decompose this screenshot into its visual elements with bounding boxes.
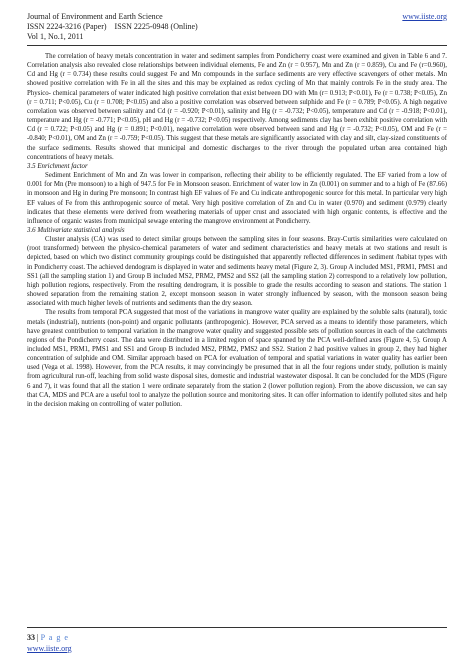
journal-header — [27, 12, 447, 42]
page-number: 33 — [27, 633, 35, 642]
paragraph-pca: The results from temporal PCA suggested that most of the variations in mangrove water quality are explained by the soluble salts (natural), toxic metals (industrial), nutrients (non-point) and organic pollutants (anthropogenic). However, PCA served as a means to identify those parameters, which have greatest contribution to temporal variation in the mangrove water quality and suggested possible sets of pollution sources in each of the catchments regions of the Pondicherry coast. The data were distributed in a limited region of space spanned by the PCA well-defined axes (Figure 4, 5). Group A included MS1, PRM1, PMS1 and SS1 and Group B included MS2, PRM2, PMS2 and SS2. Station 2 had positive values in group 2, they had higher concentration of sulphide and OM. Similar approach based on PCA for evaluation of temporal and spatial variations in water quality has earlier been used (Vega et al. 1998). However, from the PCA results, it may convincingly be presumed that in all the four regions under study, pollution is mainly from agricultural run-off, leaching from solid waste disposal sites, domestic and industrial wastewater disposal. It can be concluded for the MDS (Figure 6 and 7), it was found that all the station 1 were ordinate separately from the station 2 (lower pollution region). From the above discussion, we can say that CA, MDS and PCA are a useful tool to analyze the pollution source and monitoring sites. It can offer information to identify polluted sites and help in the decision making on controlling of water pollution. — [27, 309, 447, 408]
issn-line: ISSN 2224-3216 (Paper) ISSN 2225-0948 (Online) — [27, 22, 198, 31]
article-body — [27, 52, 447, 409]
paragraph-correlation: The correlation of heavy metals concentration in water and sediment samples from Pondicherry coast were examined and given in Table 6 and 7. Correlation analysis also revealed close relationships between individual elements, Fe and Zn (r = 0.957), Mn and Zn (r = 0.859), Cu and Fe (r=0.960), Cd and Hg (r = 0.734) these results could suggest Fe and Mn compounds in the surface sediments are very effective scavengers of other metals. Mn showed positive correlation with Fe in all the sites and this may be explained as redox cycling of Mn that mainly controls Fe in the study area. The Physico- chemical parameters of water indicated high positive correlation that exist between DO with Mn (r= 0.913; P<0.01), Fe (r = 0.738; P<0.05), Zn (r = 0.711; P<0.05), Cu (r = 0.708; P<0.05) and also a positive correlation was observed between sulphide and Fe (r = 0.789; P<0.05). A high negative correlation was observed between salinity and Cd (r = -0.920; P<0.01), salinity and Hg (r = -0.732; P<0.05), temperature and Cd (r = -0.918; P<0.01), temperature and Hg (r = -0.771; P<0.05), pH and Hg (r = -0.732; P<0.05) respectively. Among sediments clay has been exhibit positive correlation with Cd (r = 0.722; P<0.05) and Hg (r = 0.891; P<0.01), negative correlation were observed between sand and Hg (r = -0.732; P<0.05), OM and Fe (r = -0.840; P<0.01), OM and Zn (r = -0.759; P<0.05). This suggest that these metals are significantly associated with clay and silt, clay-sized constituents of the surface sediments. Results showed that municipal and domestic discharges to the river through the populated urban area contained high concentrations of heavy metals. — [27, 53, 447, 161]
footer-website-link[interactable]: www.iiste.org — [27, 644, 72, 653]
page-separator: | — [37, 633, 39, 642]
page-footer — [27, 632, 72, 654]
page-number-line — [27, 632, 72, 643]
header-website-link[interactable]: www.iiste.org — [402, 12, 447, 21]
journal-title: Journal of Environment and Earth Science — [27, 12, 163, 21]
volume-line: Vol 1, No.1, 2011 — [27, 32, 84, 41]
section-heading-multivariate: 3.6 Multivariate statistical analysis — [27, 226, 125, 234]
section-heading-enrichment: 3.5 Enrichment factor — [27, 162, 88, 170]
paragraph-enrichment: Sediment Enrichment of Mn and Zn was lower in comparison, reflecting their ability to be efficiently regulated. The EF varied from a low of 0.001 for Mn (Pre monsoon) to a high of 947.5 for Fe in Monsoon season. Enrichment of water low in Zn (0.001) on summer and to a high of Fe (87.66) in monsoon and Hg in during Pre monsoon; In contrast high EF values of Fe and Cu indicate anthropogenic source for this metal. In particular very high EF values of Fe from this anthropogenic source of metal. Very high positive correlation of Zn and Cu in water (0.970) and sediment (0.979) clearly indicates that these elements were derived from weathering materials of upper crust and associated with high organic contents, is effective and the influence of organic wastes from municipal sewage entering the mangrove environment at Pondicherry. — [27, 172, 447, 225]
page — [27, 12, 447, 409]
page-word: P a g e — [40, 633, 69, 642]
header-divider — [27, 45, 447, 46]
footer-divider — [27, 627, 447, 628]
paragraph-cluster-analysis: Cluster analysis (CA) was used to detect similar groups between the sampling sites in four seasons. Bray-Curtis similarities were calculated on (root transformed) between the physico-chemical parameters of water and sediment characteristics and heavy metals at two stations and result is depicted, based on which two distinct community groupings could be distinguished that apparently reflected differences in sediment /habitat types with in Pondicherry coast. The achieved dendogram is displayed in water and sediments heavy metal (Figure 2, 3). Group A included MS1, PRM1, PMS1 and SS1 (all the sampling station 1) and Group B included MS2, PRM2, PMS2 and SS2 (all the sampling station 2) correspond to a relatively low pollution, high pollution regions, respectively. From the resulting dendrogram, it is possible to grade the results according to season and stations. The station 1 showed separation from the remaining station 2, except monsoon season in water strongly influenced by season, with the monsoon season being associated with much higher levels of nutrients and sediments than the dry season. — [27, 236, 447, 308]
